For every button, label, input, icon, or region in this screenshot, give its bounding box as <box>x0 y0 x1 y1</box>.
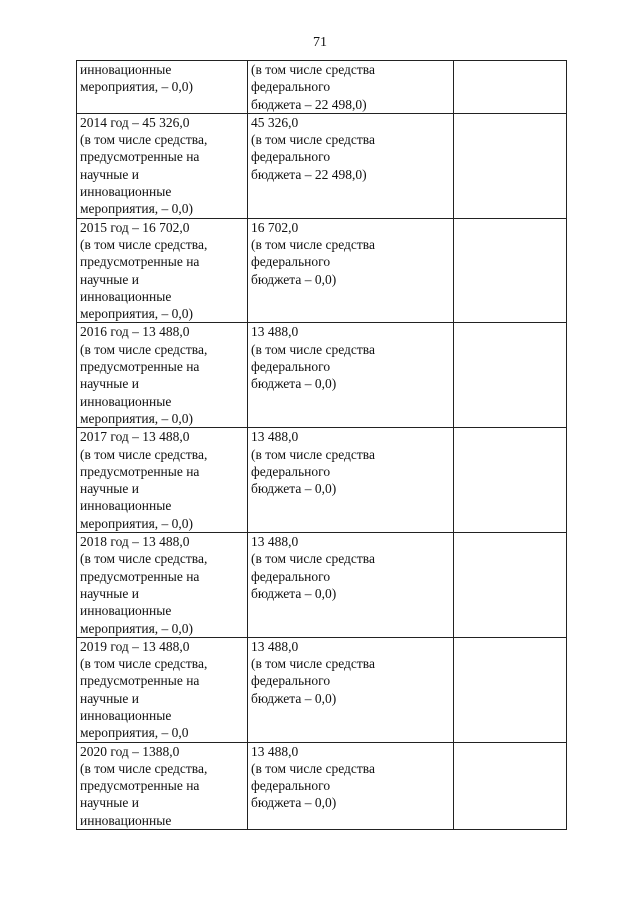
cell-text-line: бюджета – 0,0) <box>251 481 337 497</box>
empty-cell <box>454 637 567 742</box>
cell-text-line: федерального <box>251 254 331 270</box>
cell-text-line: 13 488,0 <box>251 743 299 759</box>
table-row <box>77 742 567 829</box>
amount-cell <box>248 61 454 114</box>
cell-text-line: федерального <box>251 79 331 95</box>
cell-text-line: научные и <box>80 795 139 811</box>
cell-text-line: (в том числе средства <box>251 341 375 357</box>
cell-text-line: научные и <box>80 271 139 287</box>
cell-text-line: 2019 год – 13 488,0 <box>80 638 190 654</box>
table-row <box>77 113 567 218</box>
year-total-cell <box>77 742 248 829</box>
cell-text-line: мероприятия, – 0,0) <box>80 79 194 95</box>
cell-text-line: федерального <box>251 463 331 479</box>
year-total-cell <box>77 533 248 638</box>
table-row <box>77 218 567 323</box>
cell-text-line: бюджета – 0,0) <box>251 376 337 392</box>
cell-text-line: федерального <box>251 673 331 689</box>
amount-cell <box>248 533 454 638</box>
cell-text-line: 2020 год – 1388,0 <box>80 743 180 759</box>
amount-cell <box>248 218 454 323</box>
cell-text-line: мероприятия, – 0,0) <box>80 306 194 322</box>
cell-text-line: (в том числе средства, <box>80 341 208 357</box>
cell-text-line: (в том числе средства, <box>80 446 208 462</box>
cell-text-line: (в том числе средства <box>251 760 375 776</box>
cell-text-line: бюджета – 22 498,0) <box>251 166 367 182</box>
empty-cell <box>454 323 567 428</box>
cell-text-line: 2016 год – 13 488,0 <box>80 324 190 340</box>
cell-text-line: 2014 год – 45 326,0 <box>80 114 190 130</box>
funding-table <box>76 60 567 830</box>
cell-text-line: 45 326,0 <box>251 114 299 130</box>
cell-text-line: предусмотренные на <box>80 463 200 479</box>
cell-text-line: инновационные <box>80 603 172 619</box>
cell-text-line: инновационные <box>80 393 172 409</box>
amount-cell <box>248 323 454 428</box>
cell-text-line: инновационные <box>80 707 172 723</box>
cell-text-line: мероприятия, – 0,0) <box>80 201 194 217</box>
cell-text-line: федерального <box>251 568 331 584</box>
cell-text-line: научные и <box>80 376 139 392</box>
empty-cell <box>454 113 567 218</box>
cell-text-line: (в том числе средства, <box>80 551 208 567</box>
cell-text-line: (в том числе средства <box>251 551 375 567</box>
cell-text-line: предусмотренные на <box>80 359 200 375</box>
cell-text-line: 13 488,0 <box>251 324 299 340</box>
cell-text-line: 2015 год – 16 702,0 <box>80 219 190 235</box>
cell-text-line: 13 488,0 <box>251 534 299 550</box>
cell-text-line: (в том числе средства <box>251 656 375 672</box>
cell-text-line: 16 702,0 <box>251 219 299 235</box>
cell-text-line: предусмотренные на <box>80 254 200 270</box>
cell-text-line: мероприятия, – 0,0) <box>80 410 194 426</box>
cell-text-line: (в том числе средства, <box>80 760 208 776</box>
cell-text-line: инновационные <box>80 812 172 828</box>
cell-text-line: (в том числе средства, <box>80 656 208 672</box>
cell-text-line: 2018 год – 13 488,0 <box>80 534 190 550</box>
cell-text-line: (в том числе средства, <box>80 132 208 148</box>
cell-text-line: (в том числе средства <box>251 446 375 462</box>
table-row <box>77 428 567 533</box>
funding-table-body <box>77 61 567 830</box>
cell-text-line: мероприятия, – 0,0 <box>80 725 189 741</box>
empty-cell <box>454 742 567 829</box>
cell-text-line: научные и <box>80 481 139 497</box>
cell-text-line: (в том числе средства, <box>80 236 208 252</box>
amount-cell <box>248 428 454 533</box>
cell-text-line: предусмотренные на <box>80 149 200 165</box>
year-total-cell <box>77 428 248 533</box>
cell-text-line: предусмотренные на <box>80 778 200 794</box>
year-total-cell <box>77 218 248 323</box>
cell-text-line: научные и <box>80 585 139 601</box>
empty-cell <box>454 61 567 114</box>
empty-cell <box>454 428 567 533</box>
cell-text-line: бюджета – 0,0) <box>251 271 337 287</box>
year-total-cell <box>77 323 248 428</box>
table-row <box>77 533 567 638</box>
cell-text-line: бюджета – 0,0) <box>251 585 337 601</box>
cell-text-line: (в том числе средства <box>251 236 375 252</box>
cell-text-line: (в том числе средства <box>251 62 375 77</box>
year-total-cell <box>77 61 248 114</box>
cell-text-line: научные и <box>80 690 139 706</box>
table-row <box>77 323 567 428</box>
year-total-cell <box>77 113 248 218</box>
table-row <box>77 61 567 114</box>
cell-text-line: инновационные <box>80 498 172 514</box>
empty-cell <box>454 533 567 638</box>
amount-cell <box>248 742 454 829</box>
year-total-cell <box>77 637 248 742</box>
cell-text-line: инновационные <box>80 62 172 77</box>
cell-text-line: инновационные <box>80 288 172 304</box>
amount-cell <box>248 113 454 218</box>
cell-text-line: федерального <box>251 359 331 375</box>
cell-text-line: предусмотренные на <box>80 673 200 689</box>
cell-text-line: предусмотренные на <box>80 568 200 584</box>
cell-text-line: 13 488,0 <box>251 638 299 654</box>
table-row <box>77 637 567 742</box>
page-number: 71 <box>313 35 327 50</box>
cell-text-line: бюджета – 0,0) <box>251 795 337 811</box>
cell-text-line: федерального <box>251 149 331 165</box>
amount-cell <box>248 637 454 742</box>
cell-text-line: 2017 год – 13 488,0 <box>80 429 190 445</box>
cell-text-line: бюджета – 22 498,0) <box>251 96 367 112</box>
cell-text-line: (в том числе средства <box>251 132 375 148</box>
cell-text-line: федерального <box>251 778 331 794</box>
cell-text-line: бюджета – 0,0) <box>251 690 337 706</box>
cell-text-line: инновационные <box>80 184 172 200</box>
cell-text-line: научные и <box>80 166 139 182</box>
empty-cell <box>454 218 567 323</box>
cell-text-line: 13 488,0 <box>251 429 299 445</box>
cell-text-line: мероприятия, – 0,0) <box>80 515 194 531</box>
cell-text-line: мероприятия, – 0,0) <box>80 620 194 636</box>
